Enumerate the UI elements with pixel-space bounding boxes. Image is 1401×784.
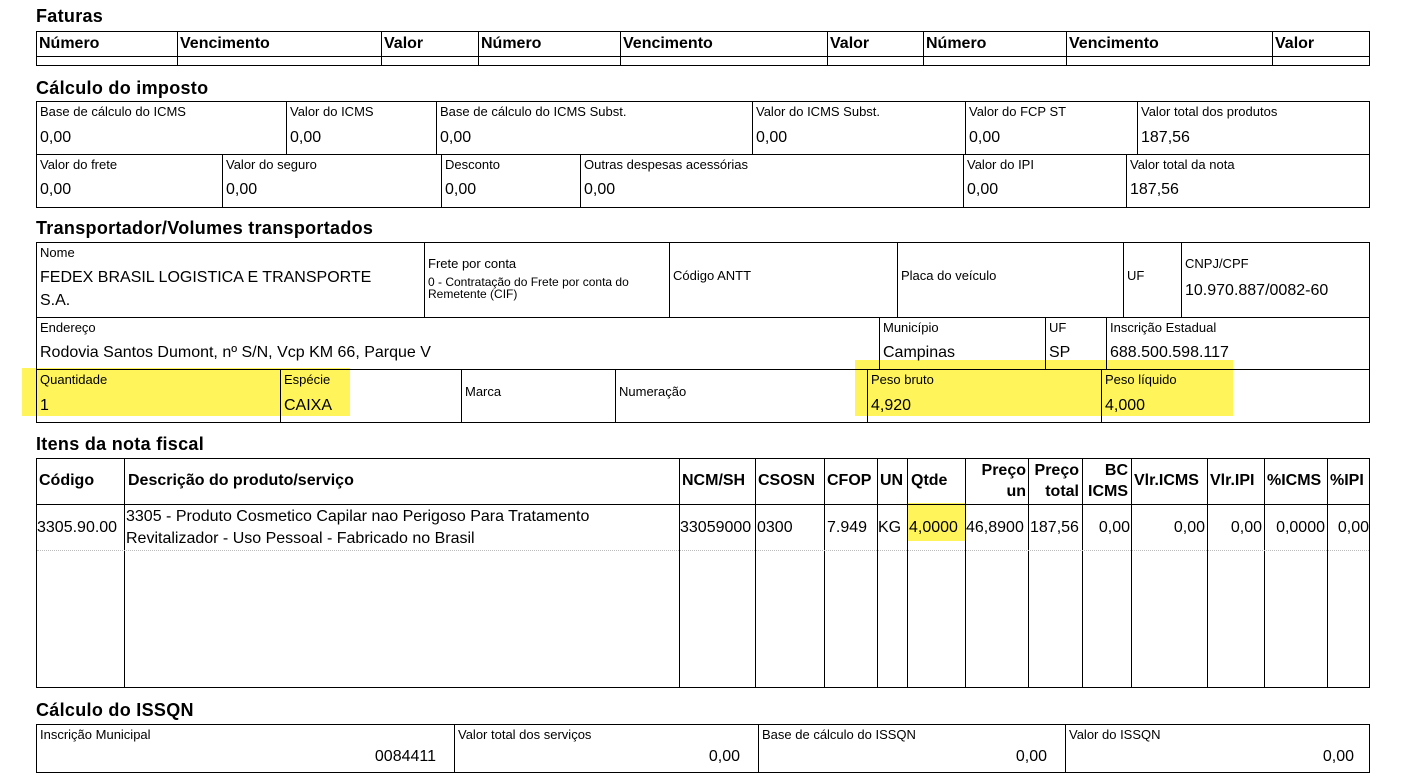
base-icms-label: Base de cálculo do ICMS: [40, 104, 186, 119]
peso-liquido-value: 4,000: [1105, 397, 1146, 414]
itens-col-p-icms: %ICMS: [1267, 472, 1322, 489]
itens-col-un: UN: [880, 472, 904, 489]
marca-label: Marca: [465, 384, 502, 399]
itens-col-p-ipi: %IPI: [1330, 472, 1364, 489]
outras-despesas-value: 0,00: [584, 181, 616, 198]
issqn-title: Cálculo do ISSQN: [36, 700, 194, 720]
municipio-value: Campinas: [883, 344, 956, 361]
item-ncm: 33059000: [680, 519, 752, 536]
itens-col-bc-icms-2: ICMS: [1088, 483, 1128, 500]
frete-value-line1: 0 - Contratação do Frete por conta do: [428, 275, 629, 289]
outras-despesas-label: Outras despesas acessórias: [584, 157, 749, 172]
base-calculo-issqn-label: Base de cálculo do ISSQN: [762, 727, 916, 742]
faturas-col-vencimento-3: Vencimento: [1069, 35, 1159, 52]
faturas-col-valor-3: Valor: [1275, 35, 1315, 52]
itens-col-vlr-icms: Vlr.ICMS: [1134, 472, 1199, 489]
inscricao-municipal-label: Inscrição Municipal: [40, 727, 151, 742]
item-cfop: 7.949: [827, 519, 868, 536]
valor-icms-subst-value: 0,00: [756, 129, 788, 146]
item-qtde: 4,0000: [909, 519, 958, 536]
item-codigo: 3305.90.00: [37, 519, 118, 536]
itens-col-cfop: CFOP: [827, 472, 872, 489]
frete-label: Frete por conta: [428, 256, 517, 271]
faturas-col-vencimento-2: Vencimento: [623, 35, 713, 52]
frete-value-line2: Remetente (CIF): [428, 287, 518, 301]
peso-bruto-label: Peso bruto: [871, 372, 934, 387]
item-descricao-line2: Revitalizador - Uso Pessoal - Fabricado no Brasil: [126, 530, 475, 547]
cnpj-label: CNPJ/CPF: [1185, 256, 1249, 271]
itens-col-bc-icms-1: BC: [1104, 462, 1128, 479]
inscricao-municipal-value: 0084411: [374, 748, 436, 765]
valor-total-servicos-value: 0,00: [708, 748, 740, 765]
faturas-col-numero-2: Número: [481, 35, 542, 52]
valor-ipi-value: 0,00: [967, 181, 999, 198]
valor-fcp-st-value: 0,00: [969, 129, 1001, 146]
itens-col-ncm: NCM/SH: [682, 472, 746, 489]
item-bc-icms: 0,00: [1098, 519, 1130, 536]
nome-value-line1: FEDEX BRASIL LOGISTICA E TRANSPORTE: [40, 269, 372, 286]
faturas-col-numero-3: Número: [926, 35, 987, 52]
item-descricao-line1: 3305 - Produto Cosmetico Capilar nao Perigoso Para Tratamento: [126, 508, 590, 525]
quantidade-value: 1: [40, 397, 49, 414]
desconto-label: Desconto: [445, 157, 500, 172]
inscricao-estadual-value: 688.500.598.117: [1110, 344, 1229, 361]
especie-label: Espécie: [284, 372, 331, 387]
faturas-title: Faturas: [36, 6, 104, 26]
faturas-col-numero-1: Número: [39, 35, 100, 52]
item-p-icms: 0,0000: [1276, 519, 1325, 536]
desconto-value: 0,00: [445, 181, 477, 198]
item-vlr-icms: 0,00: [1173, 519, 1205, 536]
item-preco-total: 187,56: [1030, 519, 1079, 536]
itens-table: [36, 458, 1370, 688]
uf-label: UF: [1127, 268, 1145, 283]
faturas-col-vencimento-1: Vencimento: [180, 35, 270, 52]
quantidade-label: Quantidade: [40, 372, 108, 387]
itens-col-descricao: Descrição do produto/serviço: [128, 472, 354, 489]
valor-total-produtos-label: Valor total dos produtos: [1141, 104, 1278, 119]
uf2-value: SP: [1049, 344, 1071, 361]
endereco-label: Endereço: [40, 320, 96, 335]
itens-title: Itens da nota fiscal: [36, 434, 205, 454]
valor-icms-value: 0,00: [290, 129, 322, 146]
numeracao-label: Numeração: [619, 384, 687, 399]
valor-seguro-label: Valor do seguro: [226, 157, 317, 172]
nome-value-line2: S.A.: [40, 292, 71, 309]
base-icms-subst-label: Base de cálculo do ICMS Subst.: [440, 104, 627, 119]
endereco-value: Rodovia Santos Dumont, nº S/N, Vcp KM 66, Parque V: [40, 344, 431, 361]
especie-value: CAIXA: [284, 397, 333, 414]
item-csosn: 0300: [757, 519, 793, 536]
valor-icms-label: Valor do ICMS: [290, 104, 374, 119]
base-icms-value: 0,00: [40, 129, 72, 146]
item-preco-un: 46,8900: [966, 519, 1024, 536]
placa-label: Placa do veículo: [901, 268, 997, 283]
base-icms-subst-value: 0,00: [440, 129, 472, 146]
valor-frete-label: Valor do frete: [40, 157, 118, 172]
valor-icms-subst-label: Valor do ICMS Subst.: [756, 104, 881, 119]
itens-col-preco-un-1: Preço: [981, 462, 1026, 479]
cnpj-value: 10.970.887/0082-60: [1185, 282, 1329, 299]
faturas-col-valor-1: Valor: [384, 35, 424, 52]
valor-ipi-label: Valor do IPI: [967, 157, 1034, 172]
inscricao-estadual-label: Inscrição Estadual: [1110, 320, 1217, 335]
municipio-label: Município: [883, 320, 939, 335]
itens-col-preco-total-2: total: [1045, 483, 1079, 500]
valor-issqn-value: 0,00: [1322, 748, 1354, 765]
item-p-ipi: 0,00: [1337, 519, 1369, 536]
valor-total-nota-label: Valor total da nota: [1130, 157, 1235, 172]
itens-col-csosn: CSOSN: [758, 472, 815, 489]
antt-label: Código ANTT: [673, 268, 752, 283]
peso-liquido-label: Peso líquido: [1105, 372, 1177, 387]
item-vlr-ipi: 0,00: [1230, 519, 1262, 536]
peso-bruto-value: 4,920: [871, 397, 912, 414]
itens-col-preco-un-2: un: [1006, 483, 1026, 500]
itens-col-qtde: Qtde: [911, 472, 948, 489]
transportador-title: Transportador/Volumes transportados: [36, 218, 374, 238]
valor-total-nota-value: 187,56: [1130, 181, 1179, 198]
itens-col-preco-total-1: Preço: [1034, 462, 1079, 479]
base-calculo-issqn-value: 0,00: [1015, 748, 1047, 765]
imposto-title: Cálculo do imposto: [36, 78, 209, 98]
itens-col-vlr-ipi: Vlr.IPI: [1210, 472, 1255, 489]
faturas-col-valor-2: Valor: [830, 35, 870, 52]
nome-label: Nome: [40, 245, 75, 260]
valor-frete-value: 0,00: [40, 181, 72, 198]
valor-fcp-st-label: Valor do FCP ST: [969, 104, 1067, 119]
item-un: KG: [878, 519, 902, 536]
valor-issqn-label: Valor do ISSQN: [1069, 727, 1161, 742]
valor-total-servicos-label: Valor total dos serviços: [458, 727, 592, 742]
issqn-table: [36, 724, 1370, 773]
uf2-label: UF: [1049, 320, 1067, 335]
valor-seguro-value: 0,00: [226, 181, 258, 198]
valor-total-produtos-value: 187,56: [1141, 129, 1190, 146]
itens-col-codigo: Código: [39, 472, 95, 489]
